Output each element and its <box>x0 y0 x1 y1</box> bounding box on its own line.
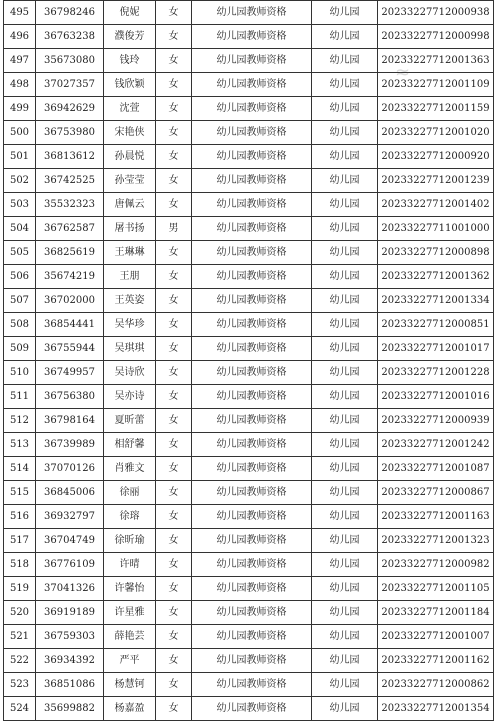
cell-cert-number: 20233227712000982 <box>378 553 494 577</box>
cell-exam-id: 36845006 <box>36 481 104 505</box>
cell-qualification: 幼儿园教师资格 <box>192 505 312 529</box>
cell-seq: 514 <box>4 457 36 481</box>
cell-level: 幼儿园 <box>312 169 378 193</box>
cell-level: 幼儿园 <box>312 313 378 337</box>
cell-cert-number: 20233227712000920 <box>378 145 494 169</box>
cell-sex: 女 <box>156 313 192 337</box>
cell-seq: 507 <box>4 289 36 313</box>
cell-sex: 女 <box>156 337 192 361</box>
table-row <box>4 241 494 265</box>
table-row <box>4 673 494 697</box>
cell-level: 幼儿园 <box>312 553 378 577</box>
cell-sex: 女 <box>156 673 192 697</box>
cell-qualification: 幼儿园教师资格 <box>192 625 312 649</box>
cell-qualification: 幼儿园教师资格 <box>192 649 312 673</box>
cell-name: 许晴 <box>104 553 156 577</box>
cell-qualification: 幼儿园教师资格 <box>192 169 312 193</box>
table-row <box>4 625 494 649</box>
cell-sex: 女 <box>156 241 192 265</box>
table-row <box>4 169 494 193</box>
cell-seq: 498 <box>4 73 36 97</box>
cell-exam-id: 35699882 <box>36 697 104 721</box>
cell-qualification: 幼儿园教师资格 <box>192 241 312 265</box>
cell-exam-id: 36759303 <box>36 625 104 649</box>
cell-qualification: 幼儿园教师资格 <box>192 529 312 553</box>
cell-name: 孙莹莹 <box>104 169 156 193</box>
cell-seq: 503 <box>4 193 36 217</box>
cell-sex: 女 <box>156 265 192 289</box>
table-row <box>4 25 494 49</box>
cell-sex: 女 <box>156 409 192 433</box>
cell-exam-id: 36798164 <box>36 409 104 433</box>
cell-level: 幼儿园 <box>312 193 378 217</box>
cell-exam-id: 36942629 <box>36 97 104 121</box>
cell-seq: 509 <box>4 337 36 361</box>
cell-qualification: 幼儿园教师资格 <box>192 409 312 433</box>
cell-name: 濮俊芳 <box>104 25 156 49</box>
cell-seq: 497 <box>4 49 36 73</box>
cell-level: 幼儿园 <box>312 97 378 121</box>
cell-exam-id: 36851086 <box>36 673 104 697</box>
cell-level: 幼儿园 <box>312 601 378 625</box>
table-row <box>4 457 494 481</box>
cell-exam-id: 36762587 <box>36 217 104 241</box>
cell-cert-number: 20233227712000938 <box>378 1 494 25</box>
cell-cert-number: 20233227712001228 <box>378 361 494 385</box>
cell-cert-number: 20233227712001363 <box>378 49 494 73</box>
cell-level: 幼儿园 <box>312 73 378 97</box>
table-row <box>4 481 494 505</box>
cell-cert-number: 20233227712001239 <box>378 169 494 193</box>
cell-exam-id: 36704749 <box>36 529 104 553</box>
table-row <box>4 697 494 721</box>
cell-exam-id: 36932797 <box>36 505 104 529</box>
table-row <box>4 193 494 217</box>
cell-cert-number: 20233227712001016 <box>378 385 494 409</box>
cell-sex: 女 <box>156 625 192 649</box>
cell-name: 许馨怡 <box>104 577 156 601</box>
table-row <box>4 361 494 385</box>
cell-level: 幼儿园 <box>312 649 378 673</box>
cell-seq: 520 <box>4 601 36 625</box>
cell-seq: 519 <box>4 577 36 601</box>
cell-name: 吴华珍 <box>104 313 156 337</box>
cell-level: 幼儿园 <box>312 265 378 289</box>
cell-name: 王朋 <box>104 265 156 289</box>
cell-level: 幼儿园 <box>312 25 378 49</box>
cell-cert-number: 20233227712000862 <box>378 673 494 697</box>
cell-level: 幼儿园 <box>312 673 378 697</box>
cell-qualification: 幼儿园教师资格 <box>192 481 312 505</box>
cell-name: 徐瑢 <box>104 505 156 529</box>
cell-cert-number: 20233227712001162 <box>378 649 494 673</box>
cell-qualification: 幼儿园教师资格 <box>192 361 312 385</box>
cell-seq: 510 <box>4 361 36 385</box>
table-row <box>4 577 494 601</box>
cell-sex: 女 <box>156 505 192 529</box>
cell-seq: 508 <box>4 313 36 337</box>
table-row <box>4 337 494 361</box>
cell-sex: 女 <box>156 169 192 193</box>
cell-exam-id: 36756380 <box>36 385 104 409</box>
cell-qualification: 幼儿园教师资格 <box>192 1 312 25</box>
cell-level: 幼儿园 <box>312 505 378 529</box>
cell-qualification: 幼儿园教师资格 <box>192 145 312 169</box>
cell-cert-number: 20233227712001020 <box>378 121 494 145</box>
table-row <box>4 553 494 577</box>
cell-name: 屠书扬 <box>104 217 156 241</box>
table-row <box>4 409 494 433</box>
table-row <box>4 145 494 169</box>
cell-cert-number: 20233227712001087 <box>378 457 494 481</box>
cell-sex: 女 <box>156 697 192 721</box>
cell-level: 幼儿园 <box>312 49 378 73</box>
cell-qualification: 幼儿园教师资格 <box>192 289 312 313</box>
cell-exam-id: 36702000 <box>36 289 104 313</box>
cell-exam-id: 36753980 <box>36 121 104 145</box>
cell-name: 王琳琳 <box>104 241 156 265</box>
cell-sex: 女 <box>156 145 192 169</box>
cell-cert-number: 20233227712001007 <box>378 625 494 649</box>
cell-exam-id: 37070126 <box>36 457 104 481</box>
cell-cert-number: 20233227712000851 <box>378 313 494 337</box>
cell-cert-number: 20233227712001402 <box>378 193 494 217</box>
cell-cert-number: 20233227712000867 <box>378 481 494 505</box>
cell-seq: 512 <box>4 409 36 433</box>
table-row <box>4 601 494 625</box>
table-row <box>4 97 494 121</box>
cell-sex: 女 <box>156 649 192 673</box>
cell-level: 幼儿园 <box>312 409 378 433</box>
table-row <box>4 433 494 457</box>
cell-sex: 女 <box>156 577 192 601</box>
cell-sex: 女 <box>156 601 192 625</box>
cell-qualification: 幼儿园教师资格 <box>192 97 312 121</box>
cell-sex: 女 <box>156 457 192 481</box>
cell-seq: 513 <box>4 433 36 457</box>
cell-level: 幼儿园 <box>312 625 378 649</box>
cell-name: 唐佩云 <box>104 193 156 217</box>
cell-level: 幼儿园 <box>312 457 378 481</box>
cell-seq: 495 <box>4 1 36 25</box>
cell-qualification: 幼儿园教师资格 <box>192 553 312 577</box>
cell-qualification: 幼儿园教师资格 <box>192 577 312 601</box>
cell-exam-id: 36776109 <box>36 553 104 577</box>
cell-level: 幼儿园 <box>312 1 378 25</box>
roster-body <box>4 1 494 721</box>
cell-name: 吴亦诗 <box>104 385 156 409</box>
cell-qualification: 幼儿园教师资格 <box>192 265 312 289</box>
cell-cert-number: 20233227712001242 <box>378 433 494 457</box>
cell-sex: 女 <box>156 385 192 409</box>
cell-name: 钱欣颖 <box>104 73 156 97</box>
cell-cert-number: 20233227712001323 <box>378 529 494 553</box>
cell-seq: 505 <box>4 241 36 265</box>
cell-name: 肖雅文 <box>104 457 156 481</box>
cell-qualification: 幼儿园教师资格 <box>192 433 312 457</box>
cell-level: 幼儿园 <box>312 217 378 241</box>
cell-level: 幼儿园 <box>312 481 378 505</box>
cell-name: 杨嘉盈 <box>104 697 156 721</box>
cell-seq: 499 <box>4 97 36 121</box>
cell-level: 幼儿园 <box>312 577 378 601</box>
cell-seq: 516 <box>4 505 36 529</box>
cell-seq: 518 <box>4 553 36 577</box>
cell-cert-number: 20233227712001362 <box>378 265 494 289</box>
cell-cert-number: 20233227712000939 <box>378 409 494 433</box>
cell-sex: 女 <box>156 25 192 49</box>
cell-level: 幼儿园 <box>312 337 378 361</box>
cell-seq: 506 <box>4 265 36 289</box>
cell-cert-number: 20233227712001109 <box>378 73 494 97</box>
cell-exam-id: 36763238 <box>36 25 104 49</box>
cell-exam-id: 36813612 <box>36 145 104 169</box>
cell-sex: 女 <box>156 73 192 97</box>
cell-exam-id: 35532323 <box>36 193 104 217</box>
cell-sex: 女 <box>156 529 192 553</box>
cell-sex: 男 <box>156 217 192 241</box>
cell-level: 幼儿园 <box>312 697 378 721</box>
watermark-mark: ≈ <box>395 62 411 83</box>
cell-sex: 女 <box>156 97 192 121</box>
table-row <box>4 1 494 25</box>
cell-exam-id: 36742525 <box>36 169 104 193</box>
cell-cert-number: 20233227712000898 <box>378 241 494 265</box>
cell-seq: 496 <box>4 25 36 49</box>
cell-name: 许星雅 <box>104 601 156 625</box>
cell-sex: 女 <box>156 361 192 385</box>
table-row <box>4 121 494 145</box>
table-row <box>4 505 494 529</box>
cell-qualification: 幼儿园教师资格 <box>192 457 312 481</box>
cell-name: 吴琪琪 <box>104 337 156 361</box>
cell-exam-id: 36798246 <box>36 1 104 25</box>
cell-name: 倪妮 <box>104 1 156 25</box>
cell-name: 王英姿 <box>104 289 156 313</box>
cell-qualification: 幼儿园教师资格 <box>192 193 312 217</box>
cell-seq: 522 <box>4 649 36 673</box>
cell-level: 幼儿园 <box>312 361 378 385</box>
cell-cert-number: 20233227712001334 <box>378 289 494 313</box>
cell-level: 幼儿园 <box>312 121 378 145</box>
cell-seq: 515 <box>4 481 36 505</box>
cell-qualification: 幼儿园教师资格 <box>192 673 312 697</box>
cell-exam-id: 36919189 <box>36 601 104 625</box>
cell-seq: 523 <box>4 673 36 697</box>
cell-qualification: 幼儿园教师资格 <box>192 337 312 361</box>
cell-name: 徐丽 <box>104 481 156 505</box>
table-row <box>4 313 494 337</box>
cell-level: 幼儿园 <box>312 145 378 169</box>
cell-sex: 女 <box>156 121 192 145</box>
cell-seq: 502 <box>4 169 36 193</box>
cell-qualification: 幼儿园教师资格 <box>192 217 312 241</box>
cell-cert-number: 20233227712001105 <box>378 577 494 601</box>
cell-cert-number: 20233227712001163 <box>378 505 494 529</box>
cell-exam-id: 35674219 <box>36 265 104 289</box>
cell-qualification: 幼儿园教师资格 <box>192 25 312 49</box>
table-row <box>4 289 494 313</box>
cell-level: 幼儿园 <box>312 385 378 409</box>
cell-seq: 504 <box>4 217 36 241</box>
cell-exam-id: 36739989 <box>36 433 104 457</box>
cell-name: 杨慧钶 <box>104 673 156 697</box>
roster-table <box>3 0 494 721</box>
cell-name: 薛艳芸 <box>104 625 156 649</box>
cell-sex: 女 <box>156 553 192 577</box>
cell-qualification: 幼儿园教师资格 <box>192 385 312 409</box>
cell-seq: 511 <box>4 385 36 409</box>
cell-seq: 521 <box>4 625 36 649</box>
cell-cert-number: 20233227712001159 <box>378 97 494 121</box>
cell-cert-number: 20233227712001184 <box>378 601 494 625</box>
cell-sex: 女 <box>156 481 192 505</box>
cell-seq: 517 <box>4 529 36 553</box>
cell-qualification: 幼儿园教师资格 <box>192 697 312 721</box>
cell-exam-id: 37041326 <box>36 577 104 601</box>
table-row <box>4 265 494 289</box>
cell-seq: 524 <box>4 697 36 721</box>
cell-sex: 女 <box>156 289 192 313</box>
cell-exam-id: 36934392 <box>36 649 104 673</box>
cell-qualification: 幼儿园教师资格 <box>192 601 312 625</box>
table-row <box>4 529 494 553</box>
cell-name: 严平 <box>104 649 156 673</box>
cell-name: 钱玲 <box>104 49 156 73</box>
cell-exam-id: 36749957 <box>36 361 104 385</box>
cell-cert-number: 20233227711001000 <box>378 217 494 241</box>
cell-qualification: 幼儿园教师资格 <box>192 121 312 145</box>
cell-name: 吴诗欣 <box>104 361 156 385</box>
cell-name: 夏昕蕾 <box>104 409 156 433</box>
cell-exam-id: 36755944 <box>36 337 104 361</box>
cell-seq: 501 <box>4 145 36 169</box>
cell-sex: 女 <box>156 433 192 457</box>
table-row <box>4 649 494 673</box>
table-row <box>4 385 494 409</box>
cell-level: 幼儿园 <box>312 529 378 553</box>
cell-cert-number: 20233227712001017 <box>378 337 494 361</box>
cell-cert-number: 20233227712001354 <box>378 697 494 721</box>
cell-sex: 女 <box>156 49 192 73</box>
cell-exam-id: 36825619 <box>36 241 104 265</box>
cell-level: 幼儿园 <box>312 433 378 457</box>
cell-sex: 女 <box>156 1 192 25</box>
cell-level: 幼儿园 <box>312 241 378 265</box>
cell-exam-id: 36854441 <box>36 313 104 337</box>
cell-sex: 女 <box>156 193 192 217</box>
table-row <box>4 217 494 241</box>
cell-qualification: 幼儿园教师资格 <box>192 49 312 73</box>
cell-name: 沈萱 <box>104 97 156 121</box>
cell-name: 徐昕瑜 <box>104 529 156 553</box>
cell-cert-number: 20233227712000998 <box>378 25 494 49</box>
cell-qualification: 幼儿园教师资格 <box>192 313 312 337</box>
cell-seq: 500 <box>4 121 36 145</box>
cell-exam-id: 37027357 <box>36 73 104 97</box>
cell-name: 孙晨悦 <box>104 145 156 169</box>
cell-qualification: 幼儿园教师资格 <box>192 73 312 97</box>
cell-exam-id: 35673080 <box>36 49 104 73</box>
cell-name: 宋艳侠 <box>104 121 156 145</box>
cell-name: 相舒馨 <box>104 433 156 457</box>
cell-level: 幼儿园 <box>312 289 378 313</box>
